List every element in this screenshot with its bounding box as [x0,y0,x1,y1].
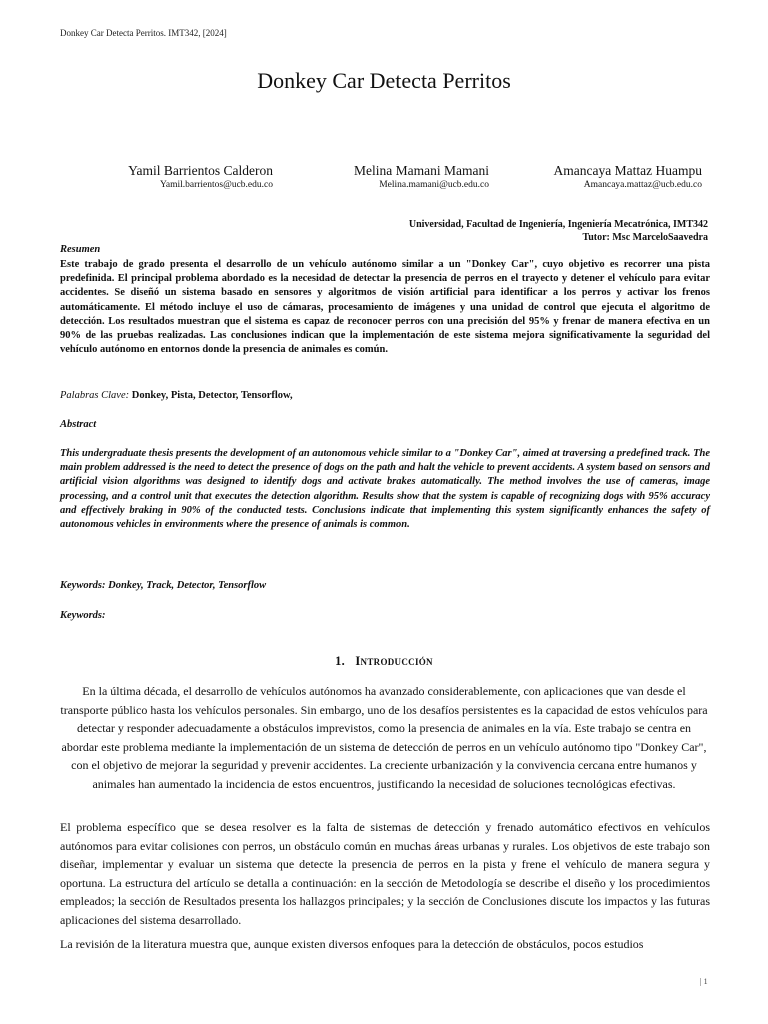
author-email: Melina.mamani@ucb.edu.co [379,180,489,190]
keywords-empty-line: Keywords: [60,610,106,621]
palabras-clave-label: Palabras Clave: [60,390,130,401]
section-number: 1. [335,654,346,668]
intro-paragraph-2: El problema específico que se desea resolver es la falta de sistemas de detección y frenado automático efectivos en vehículos autónomos para evitar colisiones con perros, un obstáculo común en muchas áreas urbanas y rurales. Los objetivos de este trabajo son diseñar, implementar y evaluar un sistema que detecte la presencia de perros en la pista y frene el vehículo de manera segura y oportuna. La estructura del artículo se detalla a continuación: en la sección de Metodología se describe el diseño y los procedimientos empleados; la sección de Resultados presenta los hallazgos principales; y la sección de Conclusiones discute los impactos y las futuras aplicaciones del sistema desarrollado. [60,820,710,927]
affiliation [409,218,708,244]
palabras-clave-value: Donkey, Pista, Detector, Tensorflow, [131,390,293,401]
intro-paragraph-3: La revisión de la literatura muestra que, aunque existen diversos enfoques para la detección de obstáculos, pocos estudios [60,937,644,951]
author-name: Yamil Barrientos Calderon [128,163,273,178]
affiliation-line: Universidad, Facultad de Ingeniería, Ingeniería Mecatrónica, IMT342 [408,219,708,230]
tutor-line: Tutor: Msc MarceloSaavedra [582,232,708,243]
author-email: Amancaya.mattaz@ucb.edu.co [583,180,702,190]
section-heading [0,654,768,669]
author-2 [289,163,489,190]
abstract-text: This undergraduate thesis presents the development of an autonomous vehicle similar to a "Donkey Car", aimed at traversing a predefined track. The main problem addressed is the need to detect the presence of dogs on the path and halt the vehicle to prevent accidents. A system based on sensors and artificial vision algorithms was designed to identify dogs and activate brakes automatically. The method involves the use of cameras, image processing, and a control unit that executes the detection algorithm. Results show that the system is capable of recognizing dogs with 95% accuracy and effectively braking in 90% of the conducted tests. Conclusions indicate that implementing this system significantly enhances the safety of autonomous vehicles in environments where the presence of animals is common. [60,448,710,531]
section-title: Introducción [355,654,433,668]
running-head: Donkey Car Detecta Perritos. IMT342, [2024] [60,28,227,38]
author-3 [502,163,702,190]
resumen-text: Este trabajo de grado presenta el desarrollo de un vehículo autónomo similar a un "Donkey Car", cuyo objetivo es recorrer una pista predefinida. El principal problema abordado es la necesidad de detectar la presencia de perros en el trayecto y detener el vehículo para evitar accidentes. Se diseñó un sistema basado en sensores y algoritmos de visión artificial para identificar a los perros y activar los frenos automáticamente. El método incluye el uso de cámaras, procesamiento de imágenes y una unidad de control que ejecuta el algoritmo de detección. Los resultados muestran que el sistema es capaz de reconocer perros con una precisión del 95% y frenar de manera efectiva en un 90% de las pruebas realizadas. Las conclusiones indican que la implementación de este sistema mejora significativamente la seguridad del vehículo autónomo en entornos donde la presencia de animales es común. [60,259,710,356]
intro-paragraph-1: En la última década, el desarrollo de vehículos autónomos ha avanzado considerablemente, con aplicaciones que van desde el transporte público hasta los vehículos personales. Sin embargo, uno de los desafíos persistentes es la capacidad de estos vehículos para detectar y responder adecuadamente a obstáculos imprevistos, como la presencia de animales en la vía. Este trabajo se centra en abordar este problema mediante la implementación de un sistema de detección de perros en un vehículo autónomo tipo "Donkey Car", con el objetivo de mejorar la seguridad y prevenir accidentes. La creciente urbanización y la convivencia cercana entre humanos y animales han aumentado la incidencia de estos encuentros, justificando la necesidad de soluciones tecnológicas efectivas. [60,684,708,791]
author-name: Melina Mamani Mamani [354,163,489,178]
author-1 [73,163,273,190]
keywords-line: Keywords: Donkey, Track, Detector, Tensorflow [60,580,267,591]
page-number: | 1 [700,977,708,986]
resumen-label: Resumen [60,244,101,255]
paper-title: Donkey Car Detecta Perritos [257,68,511,93]
palabras-clave [60,390,293,401]
author-email: Yamil.barrientos@ucb.edu.co [159,180,273,190]
author-name: Amancaya Mattaz Huampu [553,163,702,178]
abstract-label: Abstract [60,419,97,430]
